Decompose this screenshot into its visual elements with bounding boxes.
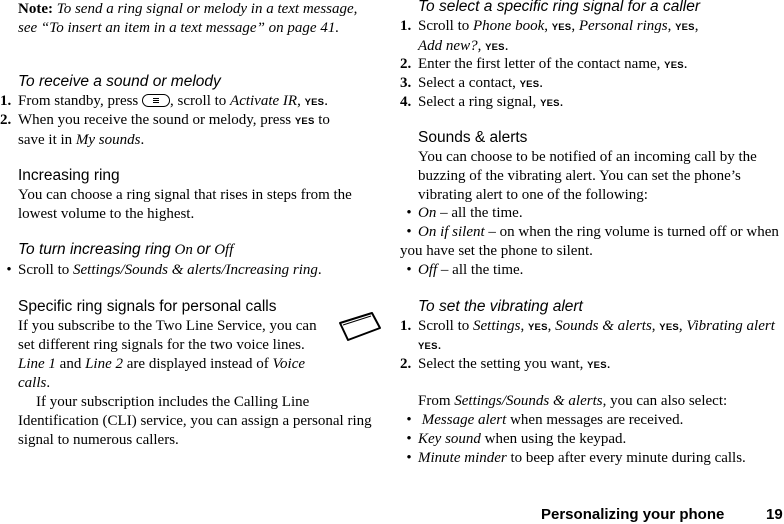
sounds-heading: Sounds & alerts <box>418 129 528 146</box>
turn-heading: To turn increasing ring On or Off <box>18 241 234 258</box>
receive-step-2: 2. When you receive the sound or melody, press YES to save it in My sounds. <box>0 112 330 148</box>
receive-step-1: 1. From standby, press , scroll to Activate IR, YES. <box>0 93 328 109</box>
yes-key: YES <box>551 22 572 33</box>
yes-key: YES <box>659 322 679 333</box>
specific-paragraph-2: If your subscription includes the Calling Line Identification (CLI) service, you can assign a personal ring signal to numerous callers. <box>18 394 372 448</box>
phone-icon <box>334 310 384 346</box>
note-label: Note: <box>18 1 53 17</box>
select-step-1: 1. Scroll to Phone book, YES, Personal rings, YES, Add new?, YES. <box>400 18 699 54</box>
yes-key: YES <box>519 79 540 90</box>
option-minute-minder: • Minute minder to beep after every minute during calls. <box>406 450 746 466</box>
note <box>18 0 380 38</box>
set-step-1: 1. Scroll to Settings, YES, Sounds & alerts, YES, Vibrating alert <box>400 318 775 334</box>
select-step-4: 4. Select a ring signal, YES. <box>400 94 564 110</box>
step-number: 1. <box>0 93 12 109</box>
yes-key: YES <box>664 60 684 71</box>
menu-key-icon <box>142 94 170 107</box>
yes-key: YES <box>294 116 315 127</box>
increasing-text: You can choose a ring signal that rises in steps from the lowest volume to the highest. <box>18 187 352 222</box>
select-heading: To select a specific ring signal for a caller <box>418 0 701 15</box>
yes-key: YES <box>675 22 695 33</box>
yes-key: YES <box>528 322 548 333</box>
receive-heading: To receive a sound or melody <box>18 73 221 90</box>
sounds-text: You can choose to be notified of an incoming call by the buzzing of the vibrating alert. You can set the phone’s vibrating alert to one of the following: <box>418 149 757 203</box>
yes-key: YES <box>304 97 325 108</box>
footer-title: Personalizing your phone <box>541 506 725 523</box>
specific-paragraph-1: If you subscribe to the Two Line Service, you can set different ring signals for the two voice lines. Line 1 and Line 2 are displayed instead of Voice calls. <box>18 318 317 391</box>
option-message-alert: • Message alert when messages are received. <box>406 412 684 428</box>
select-step-3: 3. Select a contact, YES. <box>400 75 543 91</box>
step-number: 2. <box>0 112 12 128</box>
page-number: 19 <box>766 506 783 523</box>
increasing-heading: Increasing ring <box>18 167 120 184</box>
yes-key: YES <box>540 98 560 109</box>
bullet: • <box>6 262 12 278</box>
from-text: From Settings/Sounds & alerts, you can also select: <box>418 393 728 409</box>
yes-key: YES <box>587 360 607 371</box>
set-step-2: 2. Select the setting you want, YES. <box>400 356 611 372</box>
yes-key: YES <box>485 42 505 53</box>
specific-heading: Specific ring signals for personal calls <box>18 298 277 315</box>
select-step-2: 2. Enter the first letter of the contact name, YES. <box>400 56 688 72</box>
set-heading: To set the vibrating alert <box>418 298 583 315</box>
vibrate-silent-item: • On if silent – on when the ring volume is turned off or when you have set the phone to silent. <box>400 224 779 259</box>
yes-key: YES <box>418 341 438 352</box>
option-key-sound: • Key sound when using the keypad. <box>406 431 627 447</box>
vibrate-off-item: • Off – all the time. <box>406 262 524 278</box>
set-step-1-cont: YES. <box>418 337 442 353</box>
turn-item: • Scroll to Settings/Sounds & alerts/Increasing ring. <box>0 261 380 280</box>
vibrate-on-item: • On – all the time. <box>406 205 523 221</box>
note-text: To send a ring signal or melody in a text message, see “To insert an item in a text message” on page 41. <box>18 1 358 36</box>
